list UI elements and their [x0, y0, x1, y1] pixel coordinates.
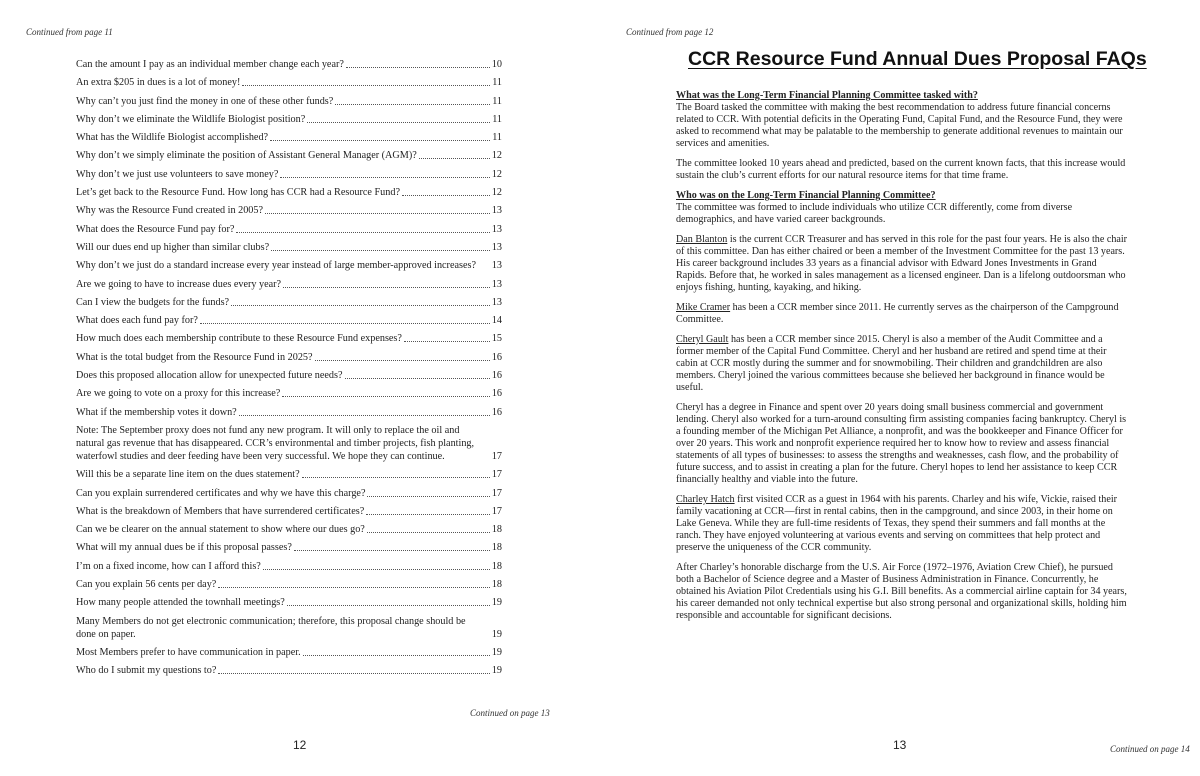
toc-entry-title: I’m on a fixed income, how can I afford this? [76, 560, 261, 572]
toc-dot-leader [346, 67, 490, 68]
toc-entry [76, 468, 502, 481]
toc-entry [76, 259, 502, 272]
member-name: Charley Hatch [676, 494, 735, 505]
toc-entry [76, 505, 502, 518]
toc-entry [76, 186, 502, 199]
faq-question: What was the Long-Term Financial Planning Committee tasked with? [676, 90, 978, 101]
toc-entry-page: 14 [491, 315, 502, 327]
toc-entry [76, 406, 502, 419]
member-bio-continued: Cheryl has a degree in Finance and spent over 20 years doing small business commercial and government lending. Cheryl also worked for a turn-around consulting firm assisting companies facing bankruptcy. Cheryl is a founding member of the Michigan Pet Alliance, a nonprofit, and was the bookkeeper and Finance Officer for over 20 years. This work and nonprofit experience required her to know how to review and assess financial statements of all types of businesses: to assess the strengths and weaknesses, cash flow, and the probability of future success, and to assist in creating a plan for the future. Cheryl hopes to lend her assistance to keep CCR financially healthy and viable into the future. [676, 402, 1127, 485]
toc-entry-title: What is the total budget from the Resource Fund in 2025? [76, 351, 313, 363]
member-bio [676, 334, 1128, 394]
toc-dot-leader [200, 323, 490, 324]
toc-entry-page: 11 [492, 77, 502, 89]
toc-entry-page: 18 [491, 560, 502, 572]
toc-entry-title: Who do I submit my questions to? [76, 665, 217, 677]
toc-entry-title: What does each fund pay for? [76, 315, 198, 327]
toc-entry [76, 314, 502, 327]
toc-dot-leader [287, 605, 490, 606]
page-number: 13 [893, 738, 907, 752]
page-title: CCR Resource Fund Annual Dues Proposal FAQs [688, 48, 1147, 70]
member-bio [676, 234, 1128, 294]
member-name: Mike Cramer [676, 302, 731, 313]
toc-entry-page: 16 [491, 370, 502, 382]
toc-dot-leader [303, 655, 490, 656]
toc-entry-title: Why was the Resource Fund created in 2005? [76, 205, 263, 217]
toc-entry-page: 17 [491, 505, 502, 517]
toc-entry [76, 278, 502, 291]
toc-entry [76, 523, 502, 536]
page-number: 12 [293, 738, 307, 752]
toc-dot-leader [402, 195, 490, 196]
toc-entry-title: What will my annual dues be if this proposal passes? [76, 542, 292, 554]
toc-entry-title: How many people attended the townhall meetings? [76, 597, 285, 609]
toc-entry [76, 58, 502, 71]
toc-entry-page: 16 [491, 388, 502, 400]
member-bio-text: first visited CCR as a guest in 1964 with his parents. Charley and his wife, Vickie, raised their family vacationing at CCR—first in rental cabins, then in the campground, and since 2003, in their home on Lake Geneva. While they are full-time residents of Texas, they spend their summers and fall months at the ranch. They have enjoyed volunteering at various events and serving on committees that help protect and preserve the uniqueness of the CCR community. [676, 494, 1118, 553]
toc-entry [76, 332, 502, 345]
toc-entry-page: 17 [491, 469, 502, 481]
toc-entry-title: What if the membership votes it down? [76, 406, 237, 418]
toc-entry [76, 424, 502, 463]
toc-dot-leader [242, 85, 490, 86]
toc-dot-leader [282, 396, 490, 397]
toc-dot-leader [367, 496, 489, 497]
toc-entry-title: Note: The September proxy does not fund any new program. It will only to replace the oil and natural gas revenue that has disappeared. CCR’s environmental and timber projects, fish planting, waterfowl studies and deer feeding have been very successful. We hope they can continue. [76, 424, 475, 462]
toc-entry-title: Why don’t we simply eliminate the position of Assistant General Manager (AGM)? [76, 150, 417, 162]
continued-on-label: Continued on page 13 [470, 708, 550, 718]
toc-entry [76, 487, 502, 500]
toc-entry-title: Are we going to vote on a proxy for this increase? [76, 388, 281, 400]
toc-entry-page: 10 [491, 59, 502, 70]
toc-entry-page: 19 [491, 597, 502, 609]
toc-dot-leader [345, 378, 490, 379]
member-bio [676, 494, 1128, 554]
toc-entry-title: Can the amount I pay as an individual member change each year? [76, 59, 344, 70]
toc-entry-page: 13 [491, 260, 502, 272]
toc-entry-page: 12 [491, 150, 502, 162]
toc-entry-title: How much does each membership contribute to these Resource Fund expenses? [76, 333, 402, 345]
toc-dot-leader [280, 177, 489, 178]
toc-entry-title: Many Members do not get electronic communication; therefore, this proposal change should be done on paper. [76, 615, 466, 640]
toc-entry-title: Can I view the budgets for the funds? [76, 296, 230, 308]
member-bio-text: is the current CCR Treasurer and has served in this role for the past four years. He is also the chair of this committee. Dan has either chaired or been a member of the Investment Committee for the past 13 years. His career background includes 33 years as a financial advisor with Edward Jones Investments in Grand Rapids. Before that, he worked in sales management as a licensed engineer. Dan is a lifelong outdoorsman who enjoys fishing, hunting, kayaking, and hiking. [676, 234, 1128, 293]
continued-from-label: Continued from page 12 [626, 27, 714, 37]
toc-entry-title: Most Members prefer to have communication in paper. [76, 646, 301, 658]
toc-entry-title: Can we be clearer on the annual statement to show where our dues go? [76, 524, 365, 536]
toc-dot-leader [335, 104, 490, 105]
continued-on-label: Continued on page 14 [1110, 744, 1190, 754]
toc-entry-page: 18 [491, 542, 502, 554]
toc-entry [76, 560, 502, 573]
toc-entry-page: 16 [491, 351, 502, 363]
faq-answer: The committee looked 10 years ahead and predicted, based on the current known facts, that this increase would sustain the club’s current efforts for our natural resource items for that time frame. [676, 158, 1126, 181]
toc-entry-page: 13 [491, 241, 502, 253]
toc-entry-page: 18 [491, 524, 502, 536]
toc-entry-page: 19 [491, 628, 502, 640]
continued-from-label: Continued from page 11 [26, 27, 113, 37]
toc-dot-leader [419, 158, 490, 159]
toc-dot-leader [265, 213, 490, 214]
toc-entry [76, 76, 502, 89]
toc-entry [76, 113, 502, 126]
toc-entry [76, 168, 502, 181]
toc-entry-page: 16 [491, 406, 502, 418]
member-bio-text: has been a CCR member since 2015. Cheryl is also a member of the Audit Committee and a former member of the Capital Fund Committee. Cheryl and her husband are retired and spend time at their cabin at CCR mostly during the summer and for snowmobiling. Their children and grandchildren are also members. Cheryl joined the various committees because she believed her background in finance would be useful. [676, 334, 1107, 393]
toc-entry-title: Let’s get back to the Resource Fund. How long has CCR had a Resource Fund? [76, 187, 400, 199]
toc-entry-page: 13 [491, 223, 502, 235]
page-13 [600, 0, 1200, 776]
toc-entry [76, 95, 502, 108]
toc-entry-page: 11 [492, 95, 502, 107]
toc-entry [76, 223, 502, 236]
faq-question: Who was on the Long-Term Financial Planning Committee? [676, 190, 936, 201]
toc-entry-page: 13 [491, 296, 502, 308]
toc-entry-title: What does the Resource Fund pay for? [76, 223, 235, 235]
toc-dot-leader [239, 415, 490, 416]
toc-dot-leader [271, 250, 490, 251]
toc-dot-leader [404, 341, 490, 342]
member-bio-continued: After Charley’s honorable discharge from the U.S. Air Force (1972–1976, Aviation Crew Chief), he pursued both a Bachelor of Science degree and a Master of Business Administration in Finance. Concurrently, he obtained his Aviation Pilot Credentials using his G.I. Bill benefits. As a commercial airline captain for 34 years, his career demanded not only technical expertise but also strong personal and organizational skills, holding him responsible and accountable for significant decisions. [676, 562, 1127, 621]
faq-content [676, 90, 1128, 630]
toc-entry [76, 149, 502, 162]
toc-entry-page: 12 [491, 187, 502, 199]
toc-entry-page: 11 [492, 113, 502, 125]
toc-dot-leader [294, 550, 490, 551]
toc-entry [76, 596, 502, 609]
toc-entry-title: An extra $205 in dues is a lot of money! [76, 77, 241, 89]
toc-dot-leader [218, 587, 489, 588]
toc-entry [76, 131, 502, 144]
member-bio-text: has been a CCR member since 2011. He currently serves as the chairperson of the Campground Committee. [676, 302, 1119, 325]
toc-entry-title: Why don’t we just use volunteers to save money? [76, 168, 279, 180]
toc-entry [76, 615, 502, 641]
toc-entry-title: Why don’t we eliminate the Wildlife Biologist position? [76, 113, 306, 125]
toc-entry-title: Can you explain surrendered certificates and why we have this charge? [76, 487, 366, 499]
faq-answer: The Board tasked the committee with making the best recommendation to address future financial concerns related to CCR. With potential deficits in the Operating Fund, Capital Fund, and the Resource Fund, they were asked to recommend what may be palatable to the membership to generate additional revenues to maintain our services and amenities. [676, 102, 1123, 149]
toc-entry [76, 241, 502, 254]
toc-entry-title: What is the breakdown of Members that have surrendered certificates? [76, 505, 365, 517]
member-name: Cheryl Gault [676, 334, 729, 345]
toc-entry-page: 18 [491, 579, 502, 591]
toc-entry-title: Does this proposed allocation allow for unexpected future needs? [76, 370, 343, 382]
toc-dot-leader [366, 514, 490, 515]
toc-dot-leader [302, 477, 490, 478]
toc-entry-page: 11 [492, 132, 502, 144]
toc-dot-leader [315, 360, 490, 361]
toc-dot-leader [231, 305, 490, 306]
member-bio [676, 302, 1128, 326]
toc-entry-title: Why don’t we just do a standard increase every year instead of large member-approved increases? [76, 260, 476, 272]
toc-entry [76, 204, 502, 217]
toc-entry-title: Why can’t you just find the money in one of these other funds? [76, 95, 334, 107]
toc-entry-page: 15 [491, 333, 502, 345]
toc-entry [76, 296, 502, 309]
toc-entry-page: 19 [491, 646, 502, 658]
toc-dot-leader [236, 232, 489, 233]
toc-dot-leader [283, 287, 490, 288]
toc-entry [76, 578, 502, 591]
toc-dot-leader [218, 673, 489, 674]
toc-entry-title: Can you explain 56 cents per day? [76, 579, 217, 591]
toc-entry [76, 646, 502, 659]
toc-dot-leader [307, 122, 490, 123]
toc-dot-leader [263, 569, 490, 570]
toc-entry-page: 13 [491, 278, 502, 290]
toc-entry [76, 369, 502, 382]
toc-entry-page: 17 [491, 487, 502, 499]
toc-entry-page: 12 [491, 168, 502, 180]
toc-entry [76, 387, 502, 400]
toc-dot-leader [270, 140, 490, 141]
toc-entry [76, 664, 502, 677]
toc-entry-title: Are we going to have to increase dues every year? [76, 278, 282, 290]
faq-answer: The committee was formed to include individuals who utilize CCR differently, come from diverse demographics, and have varied career backgrounds. [676, 202, 1073, 225]
table-of-contents [76, 58, 502, 683]
member-name: Dan Blanton [676, 234, 728, 245]
toc-dot-leader [367, 532, 490, 533]
toc-entry [76, 541, 502, 554]
toc-entry-page: 17 [491, 450, 502, 462]
toc-entry [76, 351, 502, 364]
toc-entry-title: Will this be a separate line item on the dues statement? [76, 469, 300, 481]
toc-entry-page: 19 [491, 665, 502, 677]
toc-entry-page: 13 [491, 205, 502, 217]
toc-entry-title: What has the Wildlife Biologist accomplished? [76, 132, 269, 144]
toc-entry-title: Will our dues end up higher than similar clubs? [76, 241, 270, 253]
